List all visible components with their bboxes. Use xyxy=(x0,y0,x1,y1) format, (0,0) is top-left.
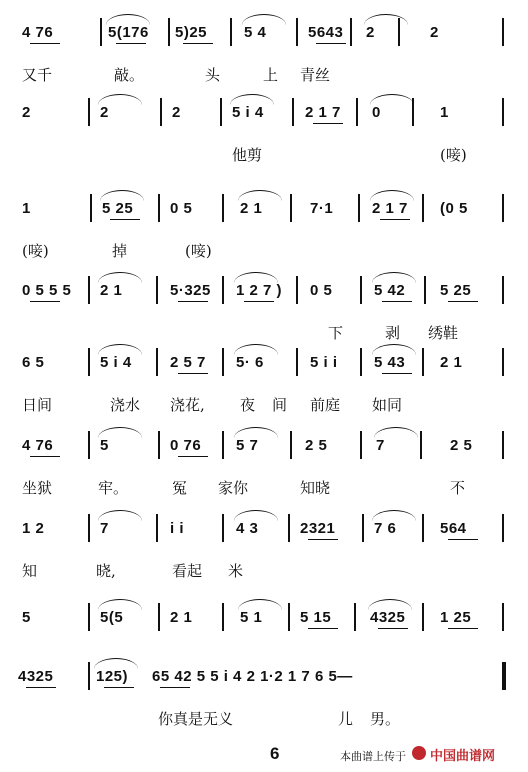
slur xyxy=(98,510,142,521)
measure-notes: 2 1 7 xyxy=(305,104,341,121)
barline xyxy=(296,18,298,46)
barline xyxy=(220,98,222,126)
barline xyxy=(360,348,362,376)
barline xyxy=(290,194,292,222)
measure-notes: 6 5 xyxy=(22,354,45,371)
lyric: (唼) xyxy=(185,242,212,260)
measure-notes: 5 43 xyxy=(374,354,406,371)
beam-line xyxy=(30,456,60,457)
beam-line xyxy=(178,301,208,302)
barline xyxy=(222,603,224,631)
measure-notes: 0 5 xyxy=(170,200,193,217)
barline xyxy=(296,276,298,304)
measure-notes: 5643 xyxy=(308,24,344,41)
barline xyxy=(222,276,224,304)
slur xyxy=(234,272,278,283)
barline xyxy=(290,431,292,459)
notes-row xyxy=(0,605,528,631)
notes-row xyxy=(0,100,528,126)
lyric: 间 xyxy=(272,396,288,414)
beam-line xyxy=(160,687,190,688)
logo-text: 中国曲谱网 xyxy=(430,749,496,764)
measure-notes: 2 xyxy=(100,104,109,121)
measure-notes: 4 76 xyxy=(22,24,54,41)
lyric: 牢。 xyxy=(98,479,129,497)
footer xyxy=(0,742,528,768)
slur xyxy=(372,510,416,521)
site-logo[interactable] xyxy=(412,745,524,763)
measure-notes: 1 xyxy=(22,200,31,217)
upload-note: 本曲谱上传于 xyxy=(340,750,406,763)
barline xyxy=(358,194,360,222)
lyric: 日间 xyxy=(22,396,53,414)
measure-notes: 7 6 xyxy=(374,520,397,537)
measure-notes: 5 i 4 xyxy=(232,104,264,121)
beam-line xyxy=(30,301,60,302)
notes-row xyxy=(0,664,528,690)
barline xyxy=(222,431,224,459)
lyric: 青丝 xyxy=(300,66,331,84)
barline xyxy=(222,514,224,542)
barline xyxy=(158,603,160,631)
lyric: (唼) xyxy=(22,242,49,260)
lyric: 敲。 xyxy=(114,66,145,84)
barline xyxy=(230,18,232,46)
measure-notes: 5 4 xyxy=(244,24,267,41)
measure-notes: 5 xyxy=(100,437,109,454)
barline xyxy=(502,276,504,304)
barline xyxy=(502,431,504,459)
measure-notes: 7 xyxy=(376,437,385,454)
lyric: 绣鞋 xyxy=(428,324,459,342)
barline xyxy=(412,98,414,126)
measure-notes: 2 xyxy=(366,24,375,41)
measure-notes: 5 7 xyxy=(236,437,259,454)
lyric: 前庭 xyxy=(310,396,341,414)
beam-line xyxy=(308,539,338,540)
lyric: 如同 xyxy=(372,396,403,414)
beam-line xyxy=(308,628,338,629)
barline xyxy=(354,603,356,631)
measure-notes: 4325 xyxy=(370,609,406,626)
barline xyxy=(88,603,90,631)
barline xyxy=(398,18,400,46)
measure-notes: 4325 xyxy=(18,668,54,685)
lyric: 又千 xyxy=(22,66,53,84)
beam-line xyxy=(313,123,343,124)
lyric: 你真是无义 xyxy=(158,710,234,728)
beam-line xyxy=(178,456,208,457)
measure-notes: 5 i 4 xyxy=(100,354,132,371)
barline xyxy=(156,276,158,304)
measure-notes: 2 xyxy=(22,104,31,121)
barline xyxy=(160,98,162,126)
barline xyxy=(422,514,424,542)
barline xyxy=(502,514,504,542)
barline xyxy=(88,276,90,304)
lyric: 儿 xyxy=(338,710,354,728)
barline xyxy=(360,276,362,304)
slur xyxy=(98,344,142,355)
beam-line xyxy=(183,43,213,44)
measure-notes: 2 1 xyxy=(170,609,193,626)
measure-notes: 5 i i xyxy=(310,354,338,371)
slur xyxy=(374,427,418,438)
barline xyxy=(156,514,158,542)
lyric: 知晓 xyxy=(300,479,331,497)
measure-notes: 2 1 xyxy=(440,354,463,371)
slur xyxy=(370,94,414,105)
lyric: 家你 xyxy=(218,479,249,497)
measure-notes: 5 1 xyxy=(240,609,263,626)
barline xyxy=(502,194,504,222)
beam-line xyxy=(316,43,346,44)
slur xyxy=(242,14,286,25)
measure-notes: 5(5 xyxy=(100,609,124,626)
slur xyxy=(372,344,416,355)
measure-notes: (0 5 xyxy=(440,200,468,217)
beam-line xyxy=(382,301,412,302)
lyric: 浇花, xyxy=(170,396,205,414)
slur xyxy=(368,599,412,610)
beam-line xyxy=(448,301,478,302)
beam-line xyxy=(110,219,140,220)
barline xyxy=(422,603,424,631)
measure-notes: 5 xyxy=(22,609,31,626)
beam-line xyxy=(382,373,412,374)
lyric: 他剪 xyxy=(232,146,263,164)
lyric: 冤 xyxy=(172,479,188,497)
slur xyxy=(100,190,144,201)
slur xyxy=(98,599,142,610)
slur xyxy=(98,427,142,438)
beam-line xyxy=(244,301,274,302)
lyric: 掉 xyxy=(112,242,128,260)
barline xyxy=(222,348,224,376)
measure-notes: 2 5 xyxy=(305,437,328,454)
beam-line xyxy=(378,628,408,629)
barline xyxy=(156,348,158,376)
notes-row xyxy=(0,196,528,222)
barline xyxy=(88,348,90,376)
lyric: 剥 xyxy=(385,324,401,342)
barline xyxy=(422,348,424,376)
barline xyxy=(502,18,504,46)
lyric: (唼) xyxy=(440,146,467,164)
slur xyxy=(238,190,282,201)
barline xyxy=(288,514,290,542)
slur xyxy=(94,658,138,669)
lyric: 浇水 xyxy=(110,396,141,414)
measure-notes: 7·1 xyxy=(310,200,334,217)
lyric: 晓, xyxy=(96,562,116,580)
lyric: 上 xyxy=(263,66,279,84)
beam-line xyxy=(448,628,478,629)
slur xyxy=(238,599,282,610)
barline xyxy=(502,662,506,690)
barline xyxy=(422,194,424,222)
lyric: 男。 xyxy=(370,710,401,728)
notes-row xyxy=(0,350,528,376)
barline xyxy=(356,98,358,126)
slur xyxy=(98,272,142,283)
measure-notes: 5(176 xyxy=(108,24,149,41)
measure-notes: 1 xyxy=(440,104,449,121)
lyric: 夜 xyxy=(240,396,256,414)
measure-notes: 5 25 xyxy=(102,200,134,217)
barline xyxy=(420,431,422,459)
slur xyxy=(234,510,278,521)
slur xyxy=(98,94,142,105)
slur xyxy=(234,427,278,438)
measure-notes: 65 42 5 5 i 4 2 1·2 1 7 6 5— xyxy=(152,668,353,685)
measure-notes: 7 xyxy=(100,520,109,537)
measure-notes: 5· 6 xyxy=(236,354,264,371)
lyric: 头 xyxy=(205,66,221,84)
beam-line xyxy=(116,43,146,44)
slur xyxy=(372,272,416,283)
lyric: 下 xyxy=(328,324,344,342)
slur xyxy=(234,344,278,355)
barline xyxy=(502,348,504,376)
measure-notes: 1 25 xyxy=(440,609,472,626)
lyric: 看起 xyxy=(172,562,203,580)
notes-row xyxy=(0,278,528,304)
lyric: 不 xyxy=(450,479,466,497)
beam-line xyxy=(30,43,60,44)
barline xyxy=(222,194,224,222)
slur xyxy=(230,94,274,105)
measure-notes: 2 xyxy=(172,104,181,121)
measure-notes: 0 76 xyxy=(170,437,202,454)
measure-notes: 0 5 5 5 xyxy=(22,282,72,299)
measure-notes: 5·325 xyxy=(170,282,211,299)
notes-row xyxy=(0,433,528,459)
barline xyxy=(424,276,426,304)
barline xyxy=(350,18,352,46)
barline xyxy=(158,194,160,222)
slur xyxy=(364,14,408,25)
measure-notes: 0 xyxy=(372,104,381,121)
beam-line xyxy=(178,373,208,374)
measure-notes: 2 1 xyxy=(240,200,263,217)
barline xyxy=(90,194,92,222)
barline xyxy=(88,98,90,126)
measure-notes: i i xyxy=(170,520,185,537)
barline xyxy=(292,98,294,126)
beam-line xyxy=(448,539,478,540)
measure-notes: 5 42 xyxy=(374,282,406,299)
slur xyxy=(106,14,150,25)
barline xyxy=(168,18,170,46)
barline xyxy=(288,603,290,631)
logo-icon xyxy=(412,746,426,760)
measure-notes: 4 76 xyxy=(22,437,54,454)
lyric: 知 xyxy=(22,562,38,580)
measure-notes: 2 5 7 xyxy=(170,354,206,371)
barline xyxy=(362,514,364,542)
measure-notes: 125) xyxy=(96,668,129,685)
slur xyxy=(370,190,414,201)
measure-notes: 2 1 7 xyxy=(372,200,408,217)
measure-notes: 5)25 xyxy=(175,24,208,41)
barline xyxy=(88,514,90,542)
barline xyxy=(360,431,362,459)
lyric: 坐狱 xyxy=(22,479,53,497)
lyric: 米 xyxy=(228,562,244,580)
notes-row xyxy=(0,516,528,542)
beam-line xyxy=(380,219,410,220)
measure-notes: 2 5 xyxy=(450,437,473,454)
beam-line xyxy=(104,687,134,688)
measure-notes: 5 25 xyxy=(440,282,472,299)
measure-notes: 0 5 xyxy=(310,282,333,299)
barline xyxy=(502,603,504,631)
measure-notes: 2 xyxy=(430,24,439,41)
measure-notes: 2 1 xyxy=(100,282,123,299)
barline xyxy=(296,348,298,376)
measure-notes: 4 3 xyxy=(236,520,259,537)
beam-line xyxy=(26,687,56,688)
measure-notes: 1 2 7 ) xyxy=(236,282,283,299)
notes-row xyxy=(0,20,528,46)
measure-notes: 2321 xyxy=(300,520,336,537)
barline xyxy=(88,662,90,690)
page-number: 6 xyxy=(270,744,280,763)
measure-notes: 5 15 xyxy=(300,609,332,626)
barline xyxy=(158,431,160,459)
measure-notes: 564 xyxy=(440,520,467,537)
barline xyxy=(88,431,90,459)
measure-notes: 1 2 xyxy=(22,520,45,537)
barline xyxy=(502,98,504,126)
barline xyxy=(100,18,102,46)
